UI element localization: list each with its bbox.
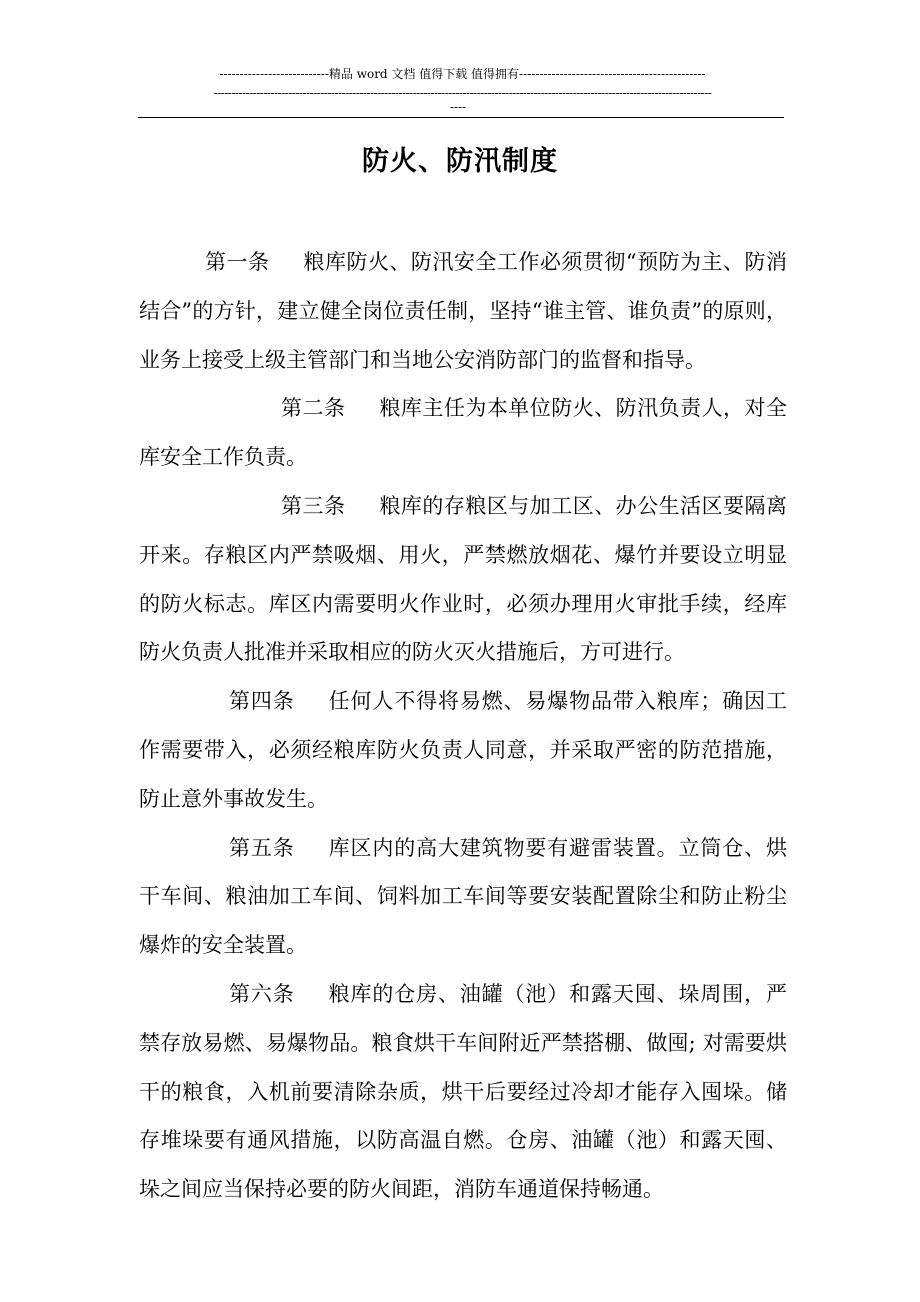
- article-text: 粮库防火、防汛安全工作必须贯彻“预防为主、防消结合”的方针，建立健全岗位责任制，坚持“谁主管、谁负责”的原则，业务上接受上级主管部门和当地公安消防部门的监督和指导。: [139, 250, 788, 372]
- article-number: 第一条: [205, 250, 270, 274]
- article-text: 任何人不得将易燃、易爆物品带入粮库；确因工作需要带入，必须经粮库防火负责人同意，并采取严密的防范措施，防止意外事故发生。: [139, 689, 787, 811]
- article-1: [139, 238, 787, 384]
- article-number: 第四条: [229, 689, 295, 714]
- article-text: 粮库的存粮区与加工区、办公生活区要隔离开来。存粮区内严禁吸烟、用火，严禁燃放烟花、爆竹并要设立明显的防火标志。库区内需要明火作业时，必须办理用火审批手续，经库防火负责人批准并采取相应的防火灭火措施后，方可进行。: [139, 493, 788, 665]
- article-text: 粮库的仓房、油罐（池）和露天囤、垛周围，严禁存放易燃、易爆物品。粮食烘干车间附近严禁搭棚、做囤; 对需要烘干的粮食，入机前要清除杂质，烘干后要经过冷却才能存入囤垛。储存堆垛要有通风措施，以防高温自燃。仓房、油罐（池）和露天囤、垛之间应当保持必要的防火间距，消防车通道保持畅通。: [139, 981, 787, 1202]
- article-2: [139, 384, 787, 482]
- document-title: 防火、防汛制度: [362, 146, 558, 177]
- header-dash-tail: ----: [450, 100, 467, 114]
- article-number: 第二条: [281, 396, 346, 421]
- header-divider: [138, 117, 784, 118]
- document-body: [139, 238, 787, 1214]
- article-text: 粮库主任为本单位防火、防汛负责人，对全库安全工作负责。: [139, 396, 788, 470]
- article-number: 第三条: [281, 493, 346, 518]
- article-4: [139, 677, 787, 823]
- header-dash-line: --------------------------------------------------------------------------------------------------------------------------------------------: [213, 86, 712, 100]
- article-text: 库区内的高大建筑物要有避雷装置。立筒仓、烘干车间、粮油加工车间、饲料加工车间等要安装配置除尘和防止粉尘爆炸的安全装置。: [139, 835, 787, 958]
- article-5: [139, 824, 787, 970]
- article-number: 第五条: [229, 835, 295, 860]
- header-watermark-text: ---------------------------精品 word 文档 值得下载 值得拥有----------------------------------------------: [219, 67, 706, 81]
- article-6: [139, 970, 787, 1214]
- article-number: 第六条: [229, 981, 295, 1006]
- article-3: [139, 482, 787, 677]
